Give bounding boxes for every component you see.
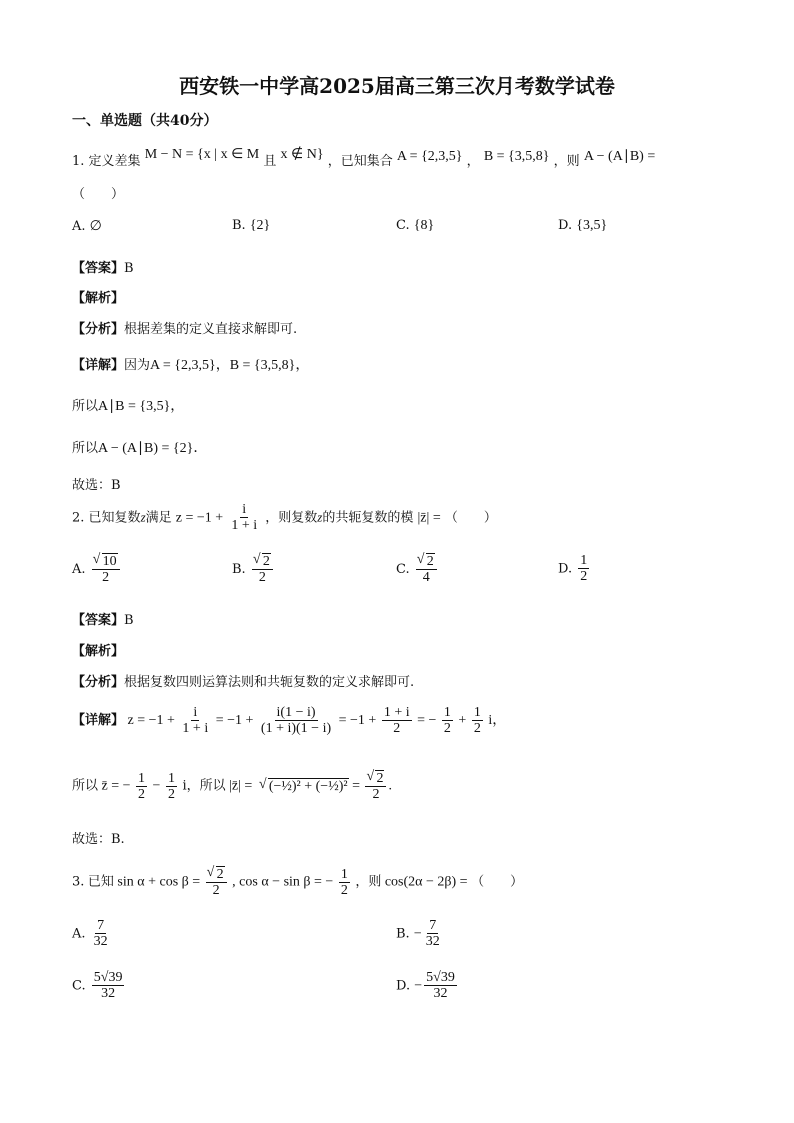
q-stem: ，已知集合 (327, 154, 393, 169)
answer-paren: （ ） (72, 187, 125, 202)
question-2: 2. 已知复数z满足 z = −1 + $\frac{i}{1 + i}$ ，则复数z的共轭复数的模 |z̄| = （ ） (72, 502, 497, 534)
xiangjie-line: 【详解】 z = −1 + $\frac{i}{1 + i}$ = −1 + $\frac{i(1 - i)}{(1 + i)(1 - i)}$ = −1 + $\frac{1 + i}{2}$ = − $\frac{1}{2}$ + $\frac{1}{2}$ i， (72, 705, 507, 737)
option-b[interactable]: B. − $\frac{7}{32}$ (396, 918, 440, 950)
solution-line: 所以 z̄ = − $\frac{1}{2}$ − $\frac{1}{2}$ i，所以 |z̄| = √ (−½)² + (−½)² = √ $\frac{2}{2}$ . (72, 770, 392, 803)
fenxi-line: 【分析】根据复数四则运算法则和共轭复数的定义求解即可. (72, 675, 415, 690)
option-a[interactable]: A. $\frac{7}{32}$ (72, 918, 108, 950)
analysis-tag: 【解析】 (72, 644, 125, 659)
fenxi-line: 【分析】根据差集的定义直接求解即可. (72, 322, 298, 337)
section-heading: 一、单选题（共40分） (72, 113, 218, 129)
analysis-tag: 【解析】 (72, 291, 125, 306)
comma: ， (466, 154, 480, 169)
option-b[interactable]: B. √ $\frac{2}{2}$ (232, 553, 275, 586)
option-c[interactable]: C. {8} (396, 218, 435, 233)
option-d[interactable]: D. {3,5} (558, 218, 608, 233)
option-b[interactable]: B. {2} (232, 218, 271, 233)
set-b: B = {3,5,8} (483, 149, 550, 164)
answer-line: 【答案】B (72, 613, 134, 628)
q-number: 1. (72, 154, 85, 169)
option-c[interactable]: C. $\frac{5√39}{32}$ (72, 970, 123, 1002)
option-d[interactable]: D. − $\frac{5√39}{32}$ (396, 970, 455, 1002)
question-3: 3. 已知 sin α + cos β = √ $\frac{2}{2}$ , cos α − sin β = − $\frac{1}{2}$ ，则 cos(2α − 2β) = （ ） (72, 866, 523, 899)
solution-line: 所以A − (A∣B) = {2}． (72, 441, 208, 456)
option-a[interactable]: A. ∅ (72, 219, 102, 234)
q-definition: x ∉ N} (280, 147, 324, 162)
question-1 (72, 147, 656, 170)
xiangjie-line: 【详解】因为A = {2,3,5}，B = {3,5,8}， (72, 358, 310, 373)
answer-line: 【答案】B (72, 261, 134, 276)
q-stem: ，则 (553, 154, 580, 169)
choose-line: 故选：B (72, 478, 121, 493)
q-definition: M − N = {x | x ∈ M (144, 147, 260, 162)
set-a: A = {2,3,5} (396, 149, 463, 164)
option-c[interactable]: C. √ $\frac{2}{4}$ (396, 553, 439, 586)
choose-line: 故选：B. (72, 832, 125, 847)
page-title: 西安铁一中学高2025届高三第三次月考数学试卷 (179, 74, 615, 98)
option-a[interactable]: A. √ $\frac{10}{2}$ (72, 553, 122, 586)
q-stem: 且 (263, 154, 277, 169)
option-d[interactable]: D. $\frac{1}{2}$ (558, 553, 588, 585)
q-stem: 定义差集 (88, 154, 141, 169)
solution-line: 所以A∣B = {3,5}， (72, 399, 185, 414)
q-expression: A − (A∣B) = (583, 149, 656, 164)
